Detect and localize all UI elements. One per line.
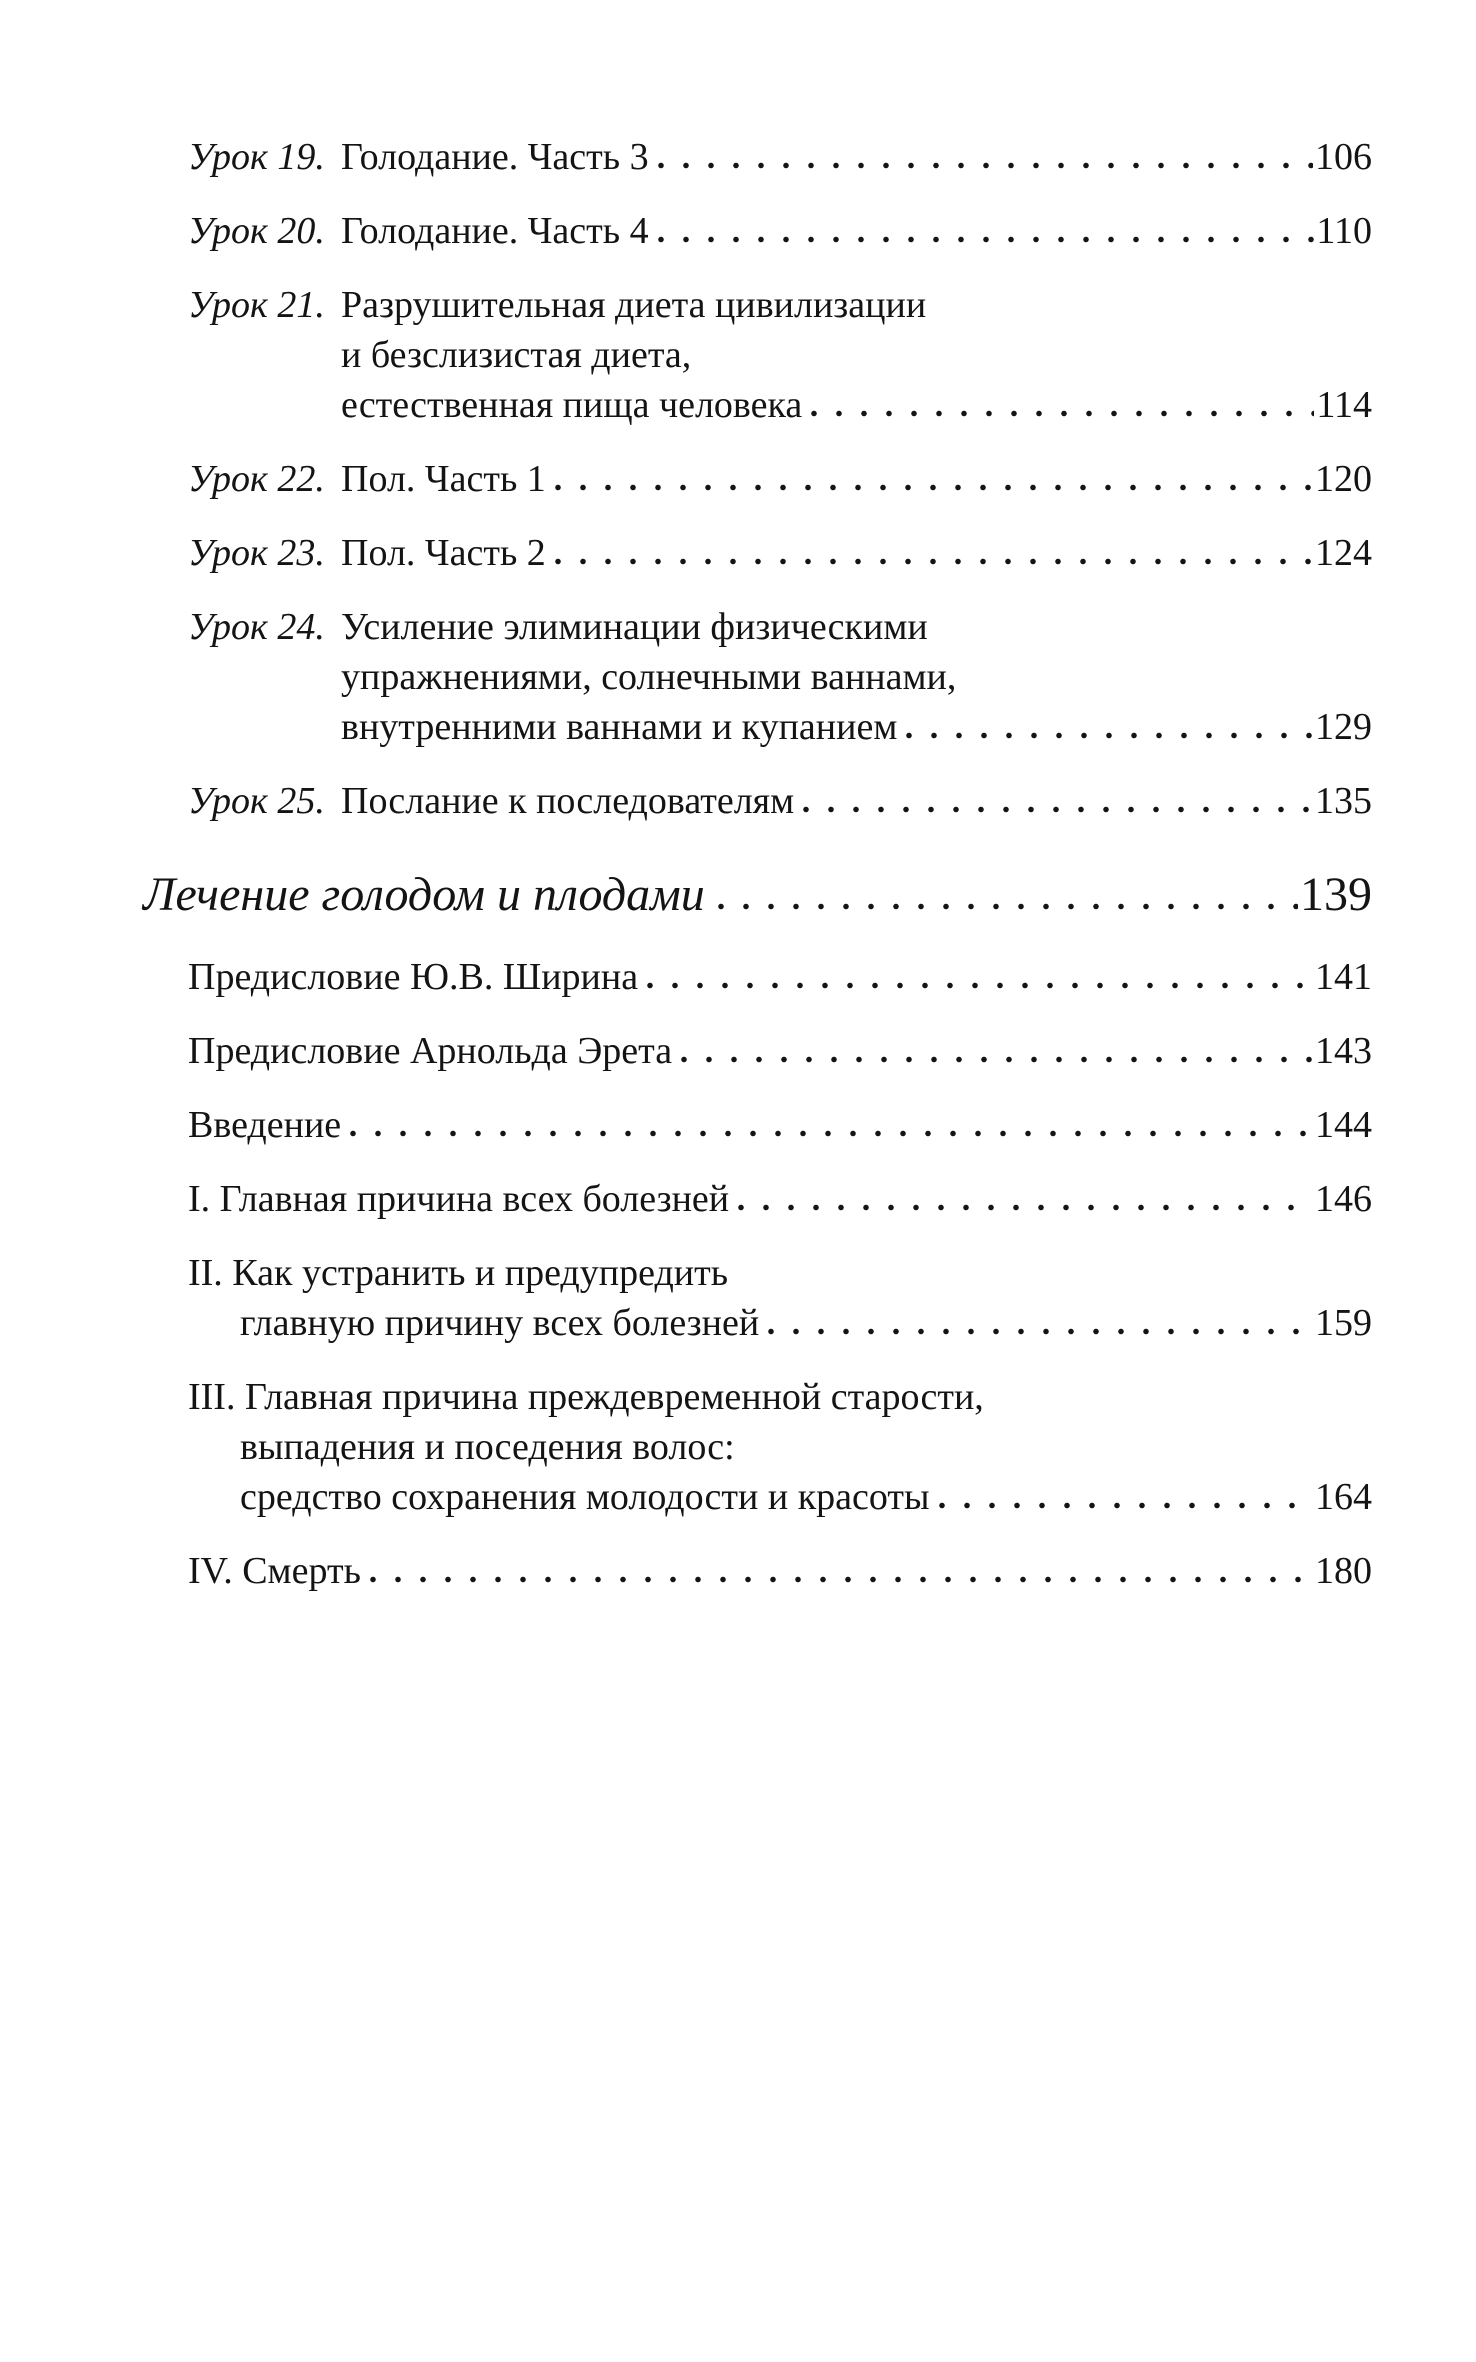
page-number: 143 <box>1315 1030 1372 1072</box>
entry-title-line: главную причину всех болезней <box>240 1302 760 1344</box>
page-number: 164 <box>1315 1476 1372 1518</box>
dot-leader <box>646 982 1313 989</box>
page-number: 114 <box>1316 384 1372 426</box>
entry-title-line: Пол. Часть 1 <box>341 458 546 500</box>
toc-entry-lesson-label: Урок 19. <box>188 136 325 178</box>
entry-title-line: II. Как устранить и предупредить <box>188 1252 729 1294</box>
dot-leader <box>905 732 1313 739</box>
entry-title-line: Предисловие Арнольда Эрета <box>188 1030 673 1072</box>
page-number: 129 <box>1315 706 1372 748</box>
table-of-contents <box>143 0 1372 1596</box>
toc-entry[interactable] <box>188 206 1372 256</box>
toc-entry[interactable] <box>143 862 1372 928</box>
dot-leader <box>554 558 1313 565</box>
entry-title-line: Введение <box>188 1104 342 1146</box>
page-number: 106 <box>1315 136 1372 178</box>
toc-entry-body <box>188 1174 1372 1224</box>
entry-title-line: Голодание. Часть 4 <box>341 210 649 252</box>
toc-entry-body <box>341 454 1372 504</box>
dot-leader <box>737 1204 1313 1211</box>
toc-entry-lesson-label: Урок 21. <box>188 284 325 326</box>
toc-entry[interactable] <box>188 132 1372 182</box>
toc-entry[interactable] <box>188 952 1372 1002</box>
entry-title-line: внутренними ваннами и купанием <box>341 706 898 748</box>
toc-entry[interactable] <box>188 1174 1372 1224</box>
toc-entry[interactable] <box>188 528 1372 578</box>
page-number: 135 <box>1315 780 1372 822</box>
toc-entry-body <box>188 1248 1372 1348</box>
toc-entry[interactable] <box>188 1546 1372 1596</box>
dot-leader <box>680 1056 1313 1063</box>
toc-entry[interactable] <box>188 1026 1372 1076</box>
toc-entry-body <box>341 776 1372 826</box>
entry-title-line: естественная пища человека <box>341 384 803 426</box>
page-number: 139 <box>1300 868 1372 921</box>
toc-entry-body <box>188 1100 1372 1150</box>
toc-entry-body <box>341 528 1372 578</box>
toc-entry-body <box>188 1546 1372 1596</box>
toc-entry-lesson-label: Урок 22. <box>188 458 325 500</box>
page-number: 146 <box>1315 1178 1372 1220</box>
dot-leader <box>657 236 1315 243</box>
page-number: 124 <box>1315 532 1372 574</box>
toc-entry-body <box>341 602 1372 752</box>
entry-title-line: выпадения и поседения волос: <box>240 1426 735 1468</box>
toc-entry-lesson-label: Урок 25. <box>188 780 325 822</box>
toc-entry[interactable] <box>188 776 1372 826</box>
toc-entry-body <box>188 952 1372 1002</box>
dot-leader <box>554 484 1313 491</box>
dot-leader <box>717 903 1298 910</box>
toc-entry-lesson-label: Урок 24. <box>188 606 325 648</box>
toc-entry-body <box>143 862 1372 928</box>
entry-title-line: Послание к последователям <box>341 780 795 822</box>
page-number: 159 <box>1315 1302 1372 1344</box>
dot-leader <box>369 1576 1313 1583</box>
entry-title-line: I. Главная причина всех болезней <box>188 1178 730 1220</box>
dot-leader <box>802 806 1313 813</box>
toc-entry-body <box>188 1026 1372 1076</box>
page-number: 144 <box>1315 1104 1372 1146</box>
page-number: 110 <box>1316 210 1372 252</box>
dot-leader <box>810 410 1314 417</box>
entry-title-line: Пол. Часть 2 <box>341 532 546 574</box>
entry-title-line: Лечение голодом и плодами <box>143 868 705 921</box>
toc-entry-lesson-label: Урок 20. <box>188 210 325 252</box>
page-number: 180 <box>1315 1550 1372 1592</box>
toc-entry-body <box>188 1372 1372 1522</box>
entry-title-line: Разрушительная диета цивилизации <box>341 284 927 326</box>
entry-title-line: Предисловие Ю.В. Ширина <box>188 956 639 998</box>
entry-title-line: Голодание. Часть 3 <box>341 136 649 178</box>
page-number: 120 <box>1315 458 1372 500</box>
toc-entry[interactable] <box>188 602 1372 752</box>
toc-entry-body <box>341 280 1372 430</box>
toc-entry[interactable] <box>188 280 1372 430</box>
toc-entry-body <box>341 132 1372 182</box>
dot-leader <box>938 1502 1313 1509</box>
toc-entry[interactable] <box>188 1100 1372 1150</box>
entry-title-line: Усиление элиминации физическими <box>341 606 928 648</box>
toc-entry[interactable] <box>188 1248 1372 1348</box>
entry-title-line: и безслизистая диета, <box>341 334 692 376</box>
entry-title-line: средство сохранения молодости и красоты <box>240 1476 930 1518</box>
toc-entry[interactable] <box>188 1372 1372 1522</box>
entry-title-line: IV. Смерть <box>188 1550 361 1592</box>
dot-leader <box>767 1328 1313 1335</box>
page-number: 141 <box>1315 956 1372 998</box>
dot-leader <box>657 162 1313 169</box>
entry-title-line: III. Главная причина преждевременной старости, <box>188 1376 984 1418</box>
entry-title-line: упражнениями, солнечными ваннами, <box>341 656 957 698</box>
toc-entry[interactable] <box>188 454 1372 504</box>
toc-entry-body <box>341 206 1372 256</box>
dot-leader <box>349 1130 1313 1137</box>
toc-entry-lesson-label: Урок 23. <box>188 532 325 574</box>
